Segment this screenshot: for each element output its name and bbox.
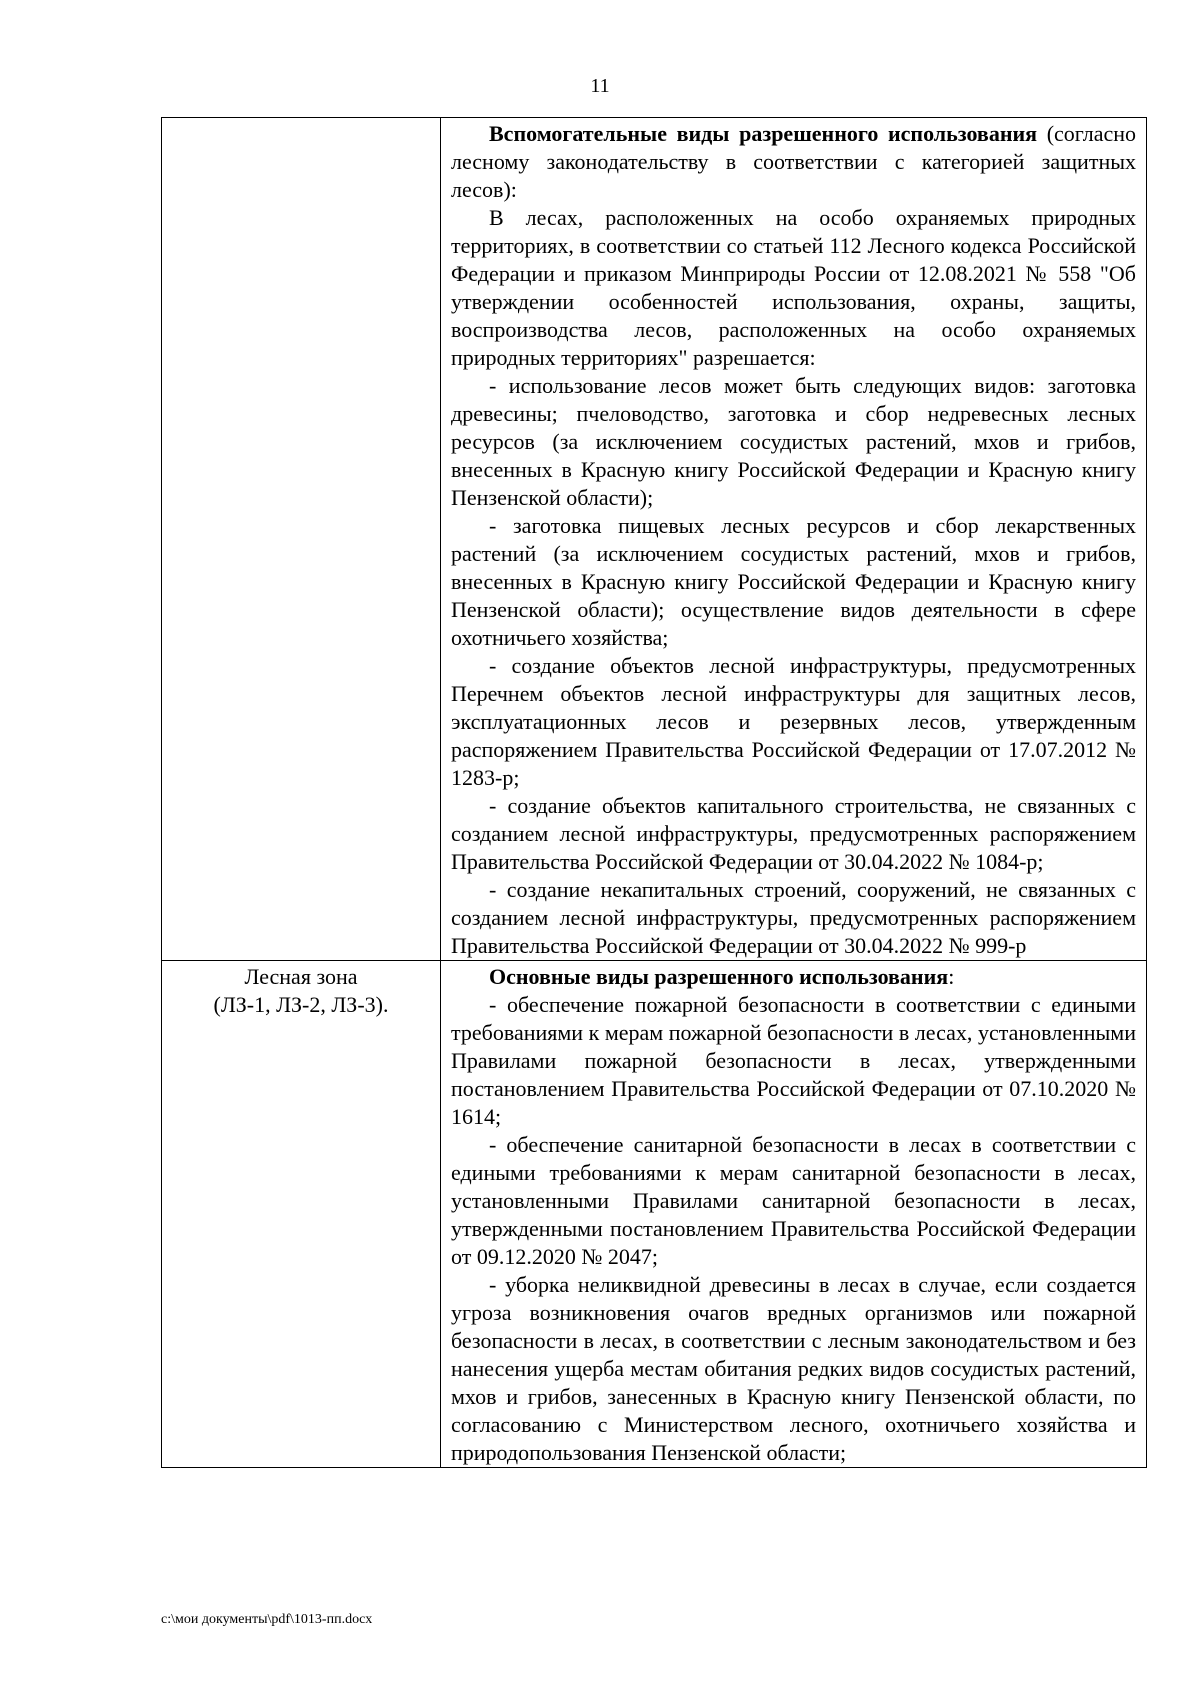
zoning-table xyxy=(161,117,1147,1468)
table-row xyxy=(162,961,1147,1468)
usage-paragraph: - заготовка пищевых лесных ресурсов и сбор лекарственных растений (за исключением сосудистых растений, мхов и грибов, внесенных в Красную книгу Российской Федерации и Красную книгу Пензенской области); осуществление видов деятельности в сфере охотничьего хозяйства; xyxy=(451,513,1136,650)
footer-file-path: c:\мои документы\pdf\1013-пп.docx xyxy=(161,1612,373,1627)
usage-paragraph: - обеспечение санитарной безопасности в лесах в соответствии с едиными требованиями к мерам санитарной безопасности в лесах, установленными Правилами санитарной безопасности в лесах, утвержденными постановлением Правительства Российской Федерации от 09.12.2020 № 2047; xyxy=(451,1132,1136,1269)
zone-cell xyxy=(162,118,441,961)
page-number: 11 xyxy=(590,75,610,97)
usage-heading-suffix: (согласно лесному законодательству в соответствии с категорией защитных лесов): xyxy=(451,121,1136,202)
usage-paragraph: - использование лесов может быть следующих видов: заготовка древесины; пчеловодство, заготовка и сбор недревесных лесных ресурсов (за исключением сосудистых растений, мхов и грибов, внесенных в Красную книгу Российской Федерации и Красную книгу Пензенской области); xyxy=(451,373,1136,510)
usage-cell xyxy=(441,118,1147,961)
usage-paragraph: В лесах, расположенных на особо охраняемых природных территориях, в соответствии со статьей 112 Лесного кодекса Российской Федерации и приказом Минприроды России от 12.08.2021 № 558 "Об утверждении особенностей использования, охраны, защиты, воспроизводства лесов, расположенных на особо охраняемых природных территориях" разрешается: xyxy=(451,205,1136,370)
usage-heading: Основные виды разрешенного использования xyxy=(489,964,949,989)
zone-cell xyxy=(162,961,441,1468)
zone-codes: (ЛЗ-1, ЛЗ-2, ЛЗ-3). xyxy=(213,992,389,1017)
usage-paragraph: - уборка неликвидной древесины в лесах в случае, если создается угроза возникновения очагов вредных организмов или пожарной безопасности в лесах, в соответствии с лесным законодательством и без нанесения ущерба местам обитания редких видов сосудистых растений, мхов и грибов, занесенных в Красную книгу Пензенской области, по согласованию с Министерством лесного, охотничьего хозяйства и природопользования Пензенской области; xyxy=(451,1272,1136,1465)
usage-cell xyxy=(441,961,1147,1468)
usage-heading: Вспомогательные виды разрешенного использования xyxy=(489,121,1038,146)
table-row xyxy=(162,118,1147,961)
usage-paragraph: - создание некапитальных строений, сооружений, не связанных с созданием лесной инфраструктуры, предусмотренных распоряжением Правительства Российской Федерации от 30.04.2022 № 999-р xyxy=(451,877,1136,958)
usage-heading-suffix: : xyxy=(948,964,955,989)
zone-name: Лесная зона xyxy=(244,964,358,989)
usage-heading-paragraph xyxy=(451,120,1136,204)
usage-paragraph: - создание объектов лесной инфраструктуры, предусмотренных Перечнем объектов лесной инфраструктуры для защитных лесов, эксплуатационных лесов и резервных лесов, утвержденным распоряжением Правительства Российской Федерации от 17.07.2012 № 1283-р; xyxy=(451,653,1136,790)
usage-heading-paragraph xyxy=(451,963,1136,991)
usage-paragraph: - создание объектов капитального строительства, не связанных с созданием лесной инфраструктуры, предусмотренных распоряжением Правительства Российской Федерации от 30.04.2022 № 1084-р; xyxy=(451,793,1136,874)
usage-paragraph: - обеспечение пожарной безопасности в соответствии с едиными требованиями к мерам пожарной безопасности в лесах, установленными Правилами пожарной безопасности в лесах, утвержденными постановлением Правительства Российской Федерации от 07.10.2020 № 1614; xyxy=(451,992,1136,1129)
